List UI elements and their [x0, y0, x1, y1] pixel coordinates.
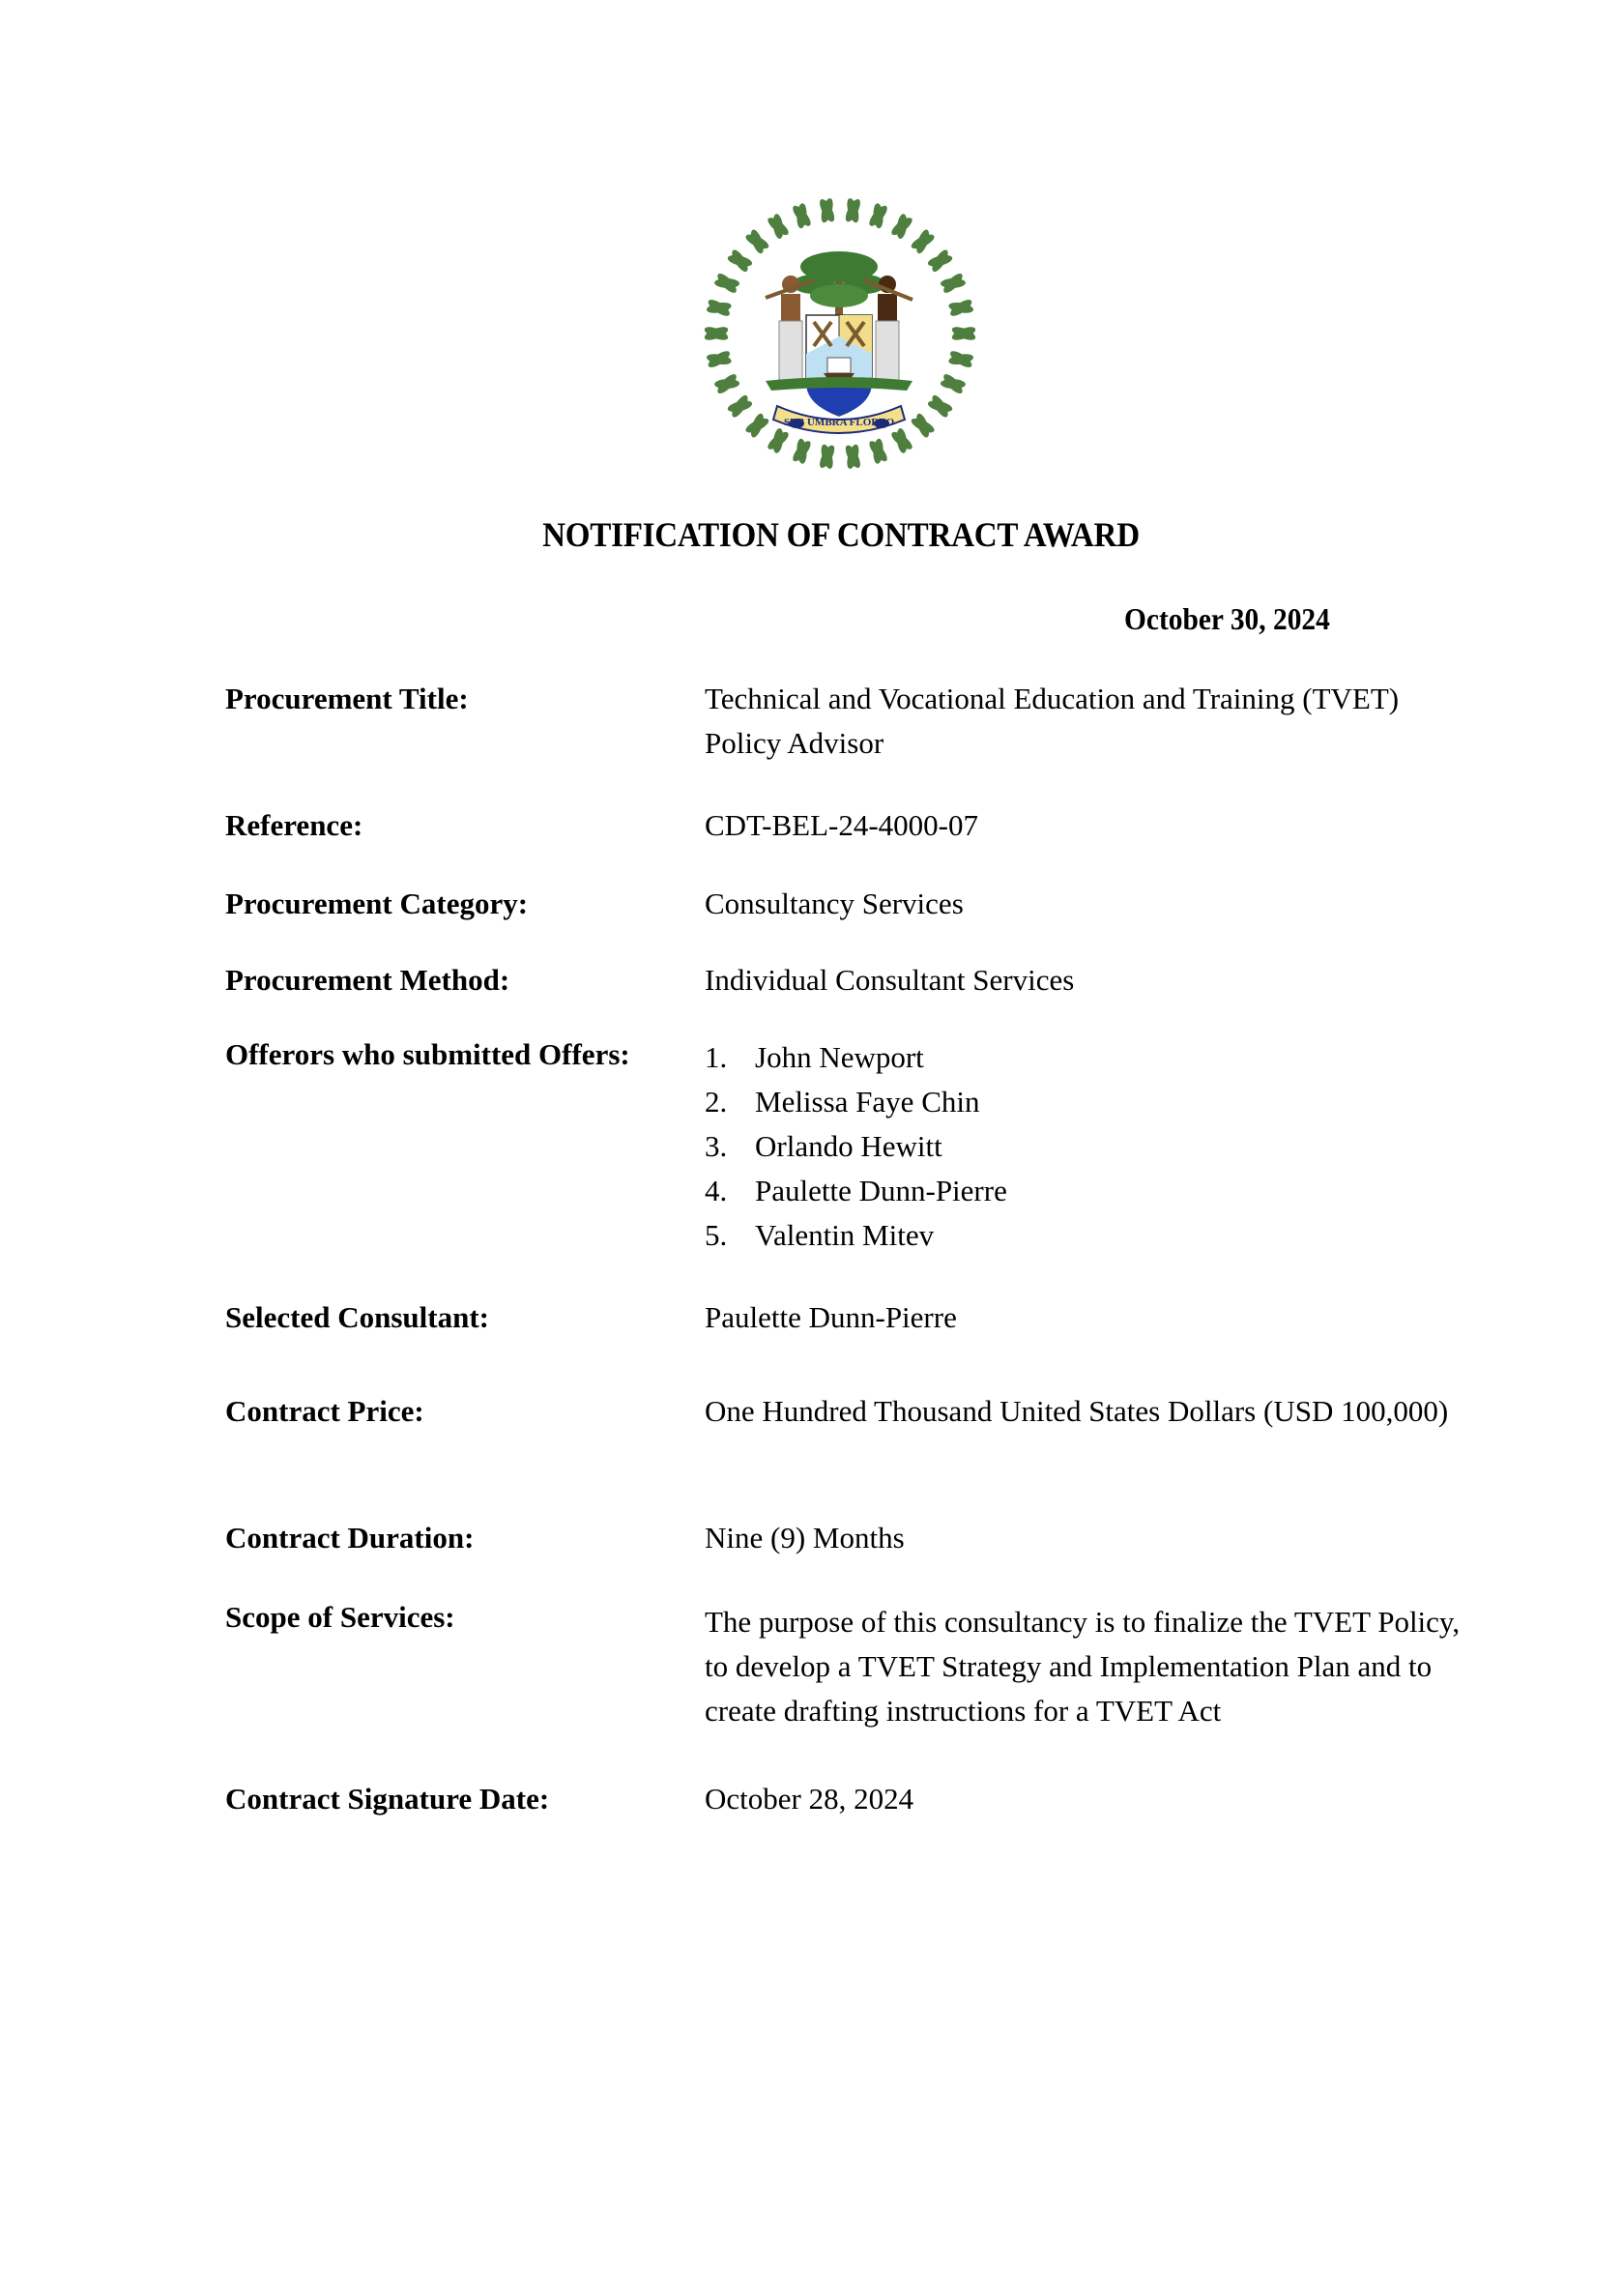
wreath-leaf	[895, 427, 909, 453]
offeror-item	[705, 1124, 1472, 1169]
list-number: 4.	[705, 1174, 728, 1207]
field-label: Procurement Title:	[225, 682, 469, 715]
field-value: Technical and Vocational Education and Training (TVET) Policy Advisor	[705, 682, 1400, 760]
wreath-leaf	[771, 214, 785, 240]
field-label: Reference:	[225, 808, 363, 842]
offeror-name: John Newport	[755, 1040, 924, 1074]
crest-icon	[698, 191, 982, 476]
field-label: Procurement Category:	[225, 886, 529, 920]
offerors-list	[705, 1035, 1472, 1258]
offeror-item	[705, 1080, 1472, 1124]
field-value: October 28, 2024	[705, 1782, 914, 1816]
notice-date: October 30, 2024	[1124, 601, 1330, 636]
offeror-item	[705, 1213, 1472, 1258]
list-number: 1.	[705, 1040, 728, 1074]
field-value: Individual Consultant Services	[705, 963, 1075, 997]
field-value: Nine (9) Months	[705, 1521, 905, 1555]
field-label: Contract Price:	[225, 1394, 424, 1428]
wreath-leaf	[950, 324, 977, 342]
field-value: Consultancy Services	[705, 886, 964, 920]
field-label: Scope of Services:	[225, 1600, 455, 1634]
field-label: Procurement Method:	[225, 963, 510, 997]
field-label: Offerors who submitted Offers:	[225, 1037, 630, 1071]
field-value: Paulette Dunn-Pierre	[705, 1300, 957, 1334]
field-label: Contract Signature Date:	[225, 1782, 550, 1816]
offeror-name: Paulette Dunn-Pierre	[755, 1174, 1007, 1207]
offeror-item	[705, 1169, 1472, 1213]
list-number: 5.	[705, 1218, 728, 1252]
field-label: Selected Consultant:	[225, 1300, 489, 1334]
offeror-name: Orlando Hewitt	[755, 1129, 942, 1163]
field-value: The purpose of this consultancy is to finalize the TVET Policy, to develop a TVET Strategy and Implementation Plan and to create drafting instructions for a TVET Act	[705, 1605, 1461, 1728]
wreath-leaf	[941, 277, 966, 288]
field-label: Contract Duration:	[225, 1521, 475, 1555]
field-value: CDT-BEL-24-4000-07	[705, 808, 978, 842]
coat-of-arms-emblem	[698, 191, 982, 476]
shield-icon	[806, 315, 872, 416]
offeror-name: Valentin Mitev	[755, 1218, 935, 1252]
wreath-leaf	[714, 379, 739, 390]
field-value: One Hundred Thousand United States Dollars (USD 100,000)	[705, 1394, 1449, 1428]
svg-text:SUB UMBRA FLOREO: SUB UMBRA FLOREO	[783, 417, 895, 428]
document-title: NOTIFICATION OF CONTRACT AWARD	[542, 515, 1140, 554]
offeror-item	[705, 1035, 1472, 1080]
list-number: 2.	[705, 1085, 728, 1119]
list-number: 3.	[705, 1129, 728, 1163]
offeror-name: Melissa Faye Chin	[755, 1085, 980, 1119]
wreath-leaf	[703, 324, 730, 342]
